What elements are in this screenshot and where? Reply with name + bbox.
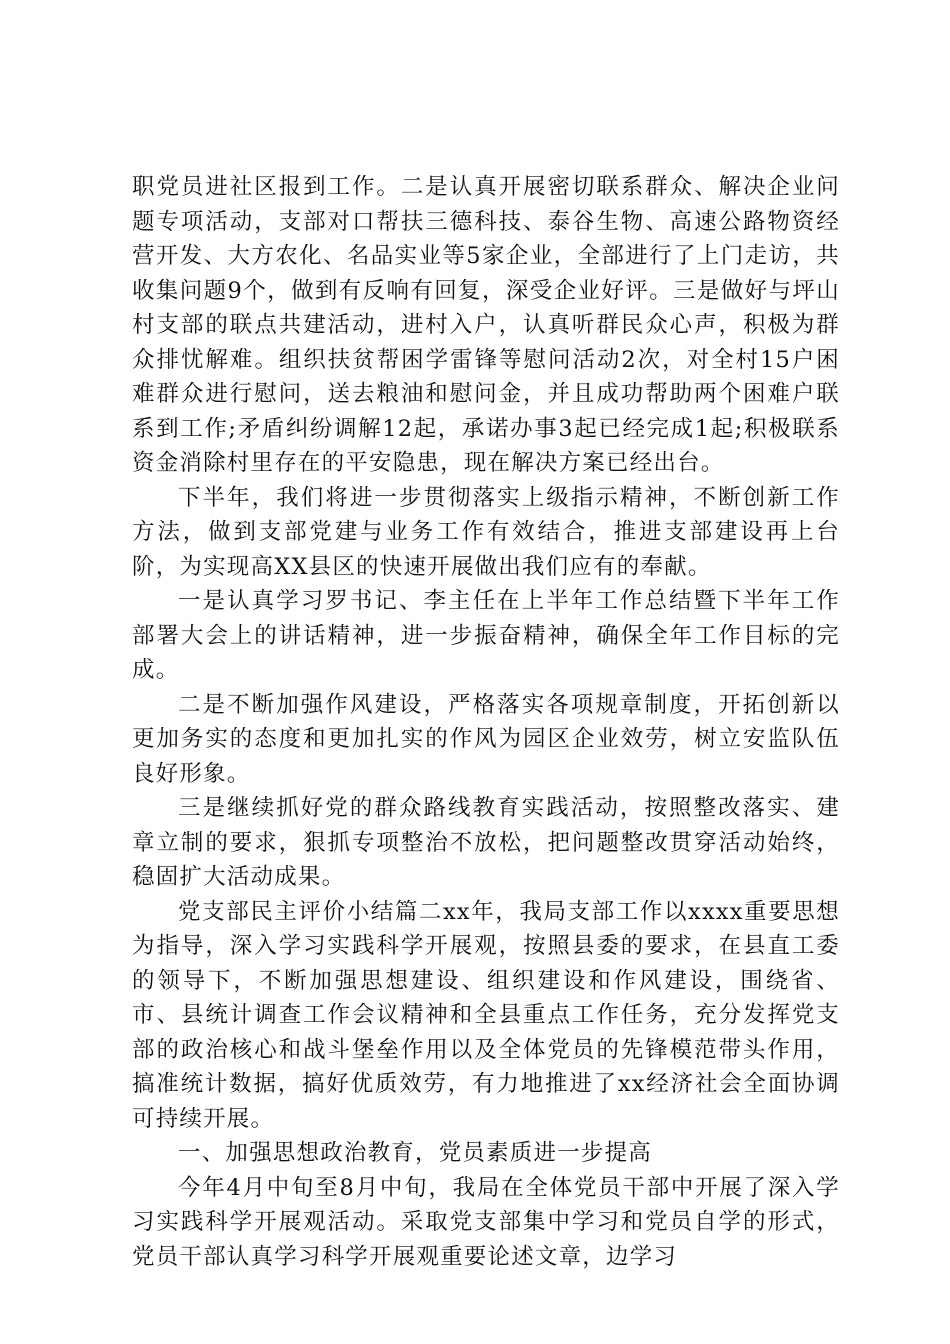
document-page <box>132 170 840 1274</box>
paragraph-5: 三是继续抓好党的群众路线教育实践活动，按照整改落实、建章立制的要求，狠抓专项整治不放松，把问题整改贯穿活动始终，稳固扩大活动成果。 <box>132 795 840 890</box>
paragraph-3: 一是认真学习罗书记、李主任在上半年工作总结暨下半年工作部署大会上的讲话精神，进一步振奋精神，确保全年工作目标的完成。 <box>132 588 840 683</box>
paragraph-2: 下半年，我们将进一步贯彻落实上级指示精神，不断创新工作方法，做到支部党建与业务工作有效结合，推进支部建设再上台阶，为实现高XX县区的快速开展做出我们应有的奉献。 <box>132 484 840 580</box>
section-heading: 一、加强思想政治教育，党员素质进一步提高 <box>178 1140 653 1166</box>
paragraph-6: 党支部民主评价小结篇二xx年，我局支部工作以xxxx重要思想为指导，深入学习实践科学开展观，按照县委的要求，在县直工委的领导下，不断加强思想建设、组织建设和作风建设，围绕省、市、县统计调查工作会议精神和全县重点工作任务，充分发挥党支部的政治核心和战斗堡垒作用以及全体党员的先锋模范带头作用，搞准统计数据，搞好优质效劳，有力地推进了xx经济社会全面协调可持续开展。 <box>132 898 840 1132</box>
paragraph-1: 职党员进社区报到工作。二是认真开展密切联系群众、解决企业问题专项活动，支部对口帮扶三德科技、泰谷生物、高速公路物资经营开发、大方农化、名品实业等5家企业，全部进行了上门走访，共收集问题9个，做到有反响有回复，深受企业好评。三是做好与坪山村支部的联点共建活动，进村入户，认真听群民众心声，积极为群众排忧解难。组织扶贫帮困学雷锋等慰问活动2次，对全村15户困难群众进行慰问，送去粮油和慰问金，并且成功帮助两个困难户联系到工作;矛盾纠纷调解12起，承诺办事3起已经完成1起;积极联系资金消除村里存在的平安隐患，现在解决方案已经出台。 <box>132 174 840 476</box>
paragraph-4: 二是不断加强作风建设，严格落实各项规章制度，开拓创新以更加务实的态度和更加扎实的作风为园区企业效劳，树立安监队伍良好形象。 <box>132 691 840 787</box>
paragraph-7: 今年4月中旬至8月中旬，我局在全体党员干部中开展了深入学习实践科学开展观活动。采取党支部集中学习和党员自学的形式，党员干部认真学习科学开展观重要论述文章，边学习 <box>132 1174 840 1270</box>
